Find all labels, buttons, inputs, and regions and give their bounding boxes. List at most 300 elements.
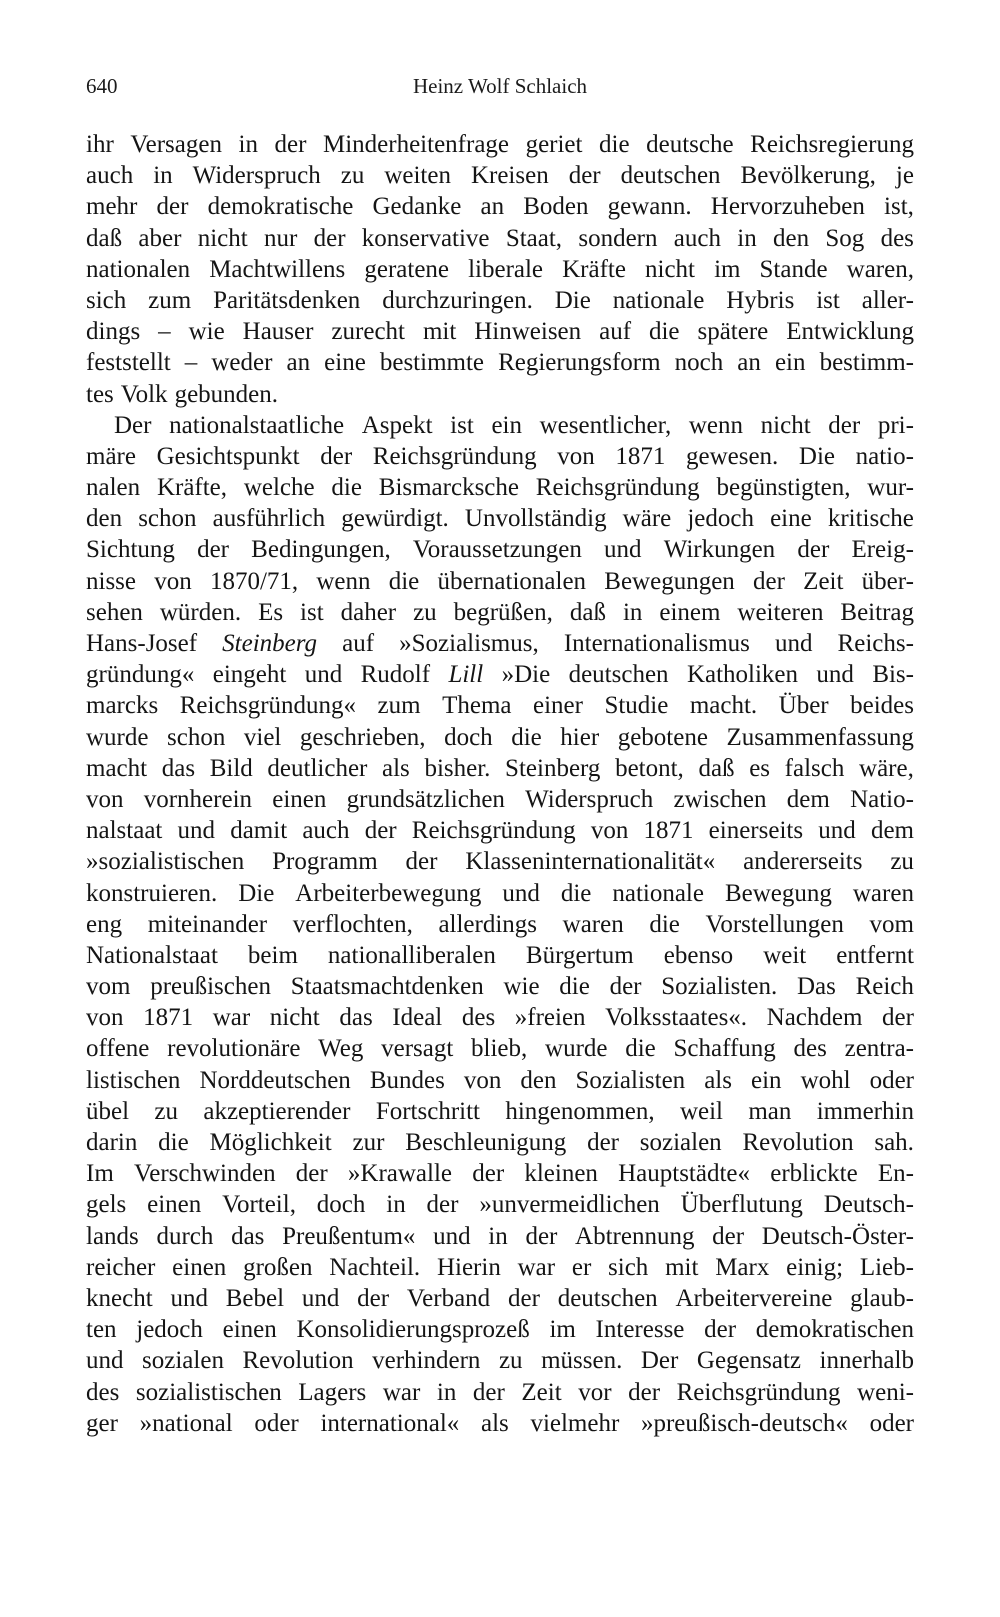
word: Der <box>114 411 152 439</box>
word: begünstigten, <box>716 474 851 502</box>
text-line <box>86 659 914 690</box>
word: an <box>737 349 761 377</box>
word: aber <box>138 224 182 252</box>
word: sah. <box>874 1129 914 1156</box>
word: Reichs- <box>837 630 914 657</box>
word: zu <box>154 1097 178 1125</box>
word: nicht <box>760 411 811 439</box>
word: und <box>502 879 540 907</box>
word: Paritätsdenken <box>213 286 361 314</box>
word: En- <box>877 1160 914 1188</box>
word: miteinander <box>147 910 268 938</box>
word: wenn <box>688 411 744 439</box>
word: der <box>507 1284 540 1312</box>
word: – <box>158 318 171 346</box>
text-line <box>86 690 914 721</box>
word: glaub- <box>850 1284 914 1312</box>
word: tes <box>86 380 114 408</box>
word: Bevölkerung, <box>740 162 876 190</box>
word: Abtrennung <box>575 1222 695 1250</box>
word: als <box>480 1409 509 1437</box>
word: sich <box>86 286 127 314</box>
word: Verband <box>406 1284 491 1312</box>
word: einerseits <box>708 817 804 845</box>
word: sondern <box>578 224 658 252</box>
word: über- <box>861 567 914 595</box>
word: eine <box>324 349 366 377</box>
word: Aspekt <box>361 411 433 439</box>
word: und <box>301 1284 340 1312</box>
word: Konsolidierungsprozeß <box>296 1316 530 1344</box>
word: nationalstaatliche <box>169 411 345 439</box>
word: Der <box>640 1347 679 1375</box>
word: spätere <box>697 318 769 346</box>
word: märe <box>86 442 136 470</box>
word: die <box>158 1129 189 1156</box>
word: geschrieben, <box>299 723 426 751</box>
word: Reich <box>855 973 914 1001</box>
word: Stande <box>759 255 828 283</box>
word: zur <box>352 1129 385 1156</box>
word: einen <box>172 1253 227 1281</box>
word: Deutsch-Öster- <box>761 1222 914 1250</box>
word: Widerspruch <box>192 162 321 190</box>
word: ger <box>86 1409 118 1437</box>
word: vom <box>869 910 914 938</box>
word: Programm <box>272 848 378 876</box>
word: »preußisch-deutsch« <box>640 1409 848 1437</box>
word: Ereig- <box>851 536 914 564</box>
word: der <box>197 536 229 564</box>
word: Nationalstaat <box>86 941 218 969</box>
word: Lieb- <box>859 1253 914 1281</box>
word: versagt <box>381 1035 454 1063</box>
word: 1871 <box>643 817 694 845</box>
word: des <box>461 1004 496 1032</box>
word: ausführlich <box>212 505 326 533</box>
word: von <box>557 442 595 470</box>
word: deutschen <box>620 162 721 190</box>
text-line <box>86 1283 914 1314</box>
word: Die <box>798 442 836 470</box>
word: Beschleunigung <box>405 1129 567 1156</box>
word: konservative <box>361 224 490 252</box>
word: waren <box>562 910 624 938</box>
word: Überflutung <box>680 1191 803 1219</box>
word: war <box>517 1253 556 1281</box>
word: oder <box>869 1066 914 1094</box>
word: oder <box>254 1409 299 1437</box>
text-line <box>86 1127 914 1158</box>
word: jedoch <box>687 505 754 533</box>
word: zu <box>413 598 437 626</box>
word: des <box>793 1035 827 1063</box>
word: des <box>86 1378 120 1406</box>
word: der <box>609 973 642 1001</box>
page-header <box>86 74 914 110</box>
word: begrüßen, <box>453 598 553 626</box>
text-line <box>86 1221 914 1252</box>
word: pri- <box>877 411 914 439</box>
word: einen <box>222 1316 277 1344</box>
word: »unvermeidlichen <box>479 1191 660 1219</box>
word: der <box>797 536 830 564</box>
word: sich <box>608 1253 649 1281</box>
word: reicher <box>86 1253 156 1281</box>
word: Klasseninternationalität« <box>465 848 716 876</box>
word: »freien <box>514 1004 586 1032</box>
word: lands <box>86 1222 139 1250</box>
word: macht. <box>689 692 758 720</box>
word: Deutsch- <box>823 1191 914 1219</box>
word: feststellt <box>86 349 171 377</box>
word: die <box>559 973 590 1001</box>
word: Staat, <box>505 224 563 252</box>
word: »Die <box>501 661 551 689</box>
word: Bebel <box>225 1284 285 1312</box>
word: damit <box>230 817 288 845</box>
word: das <box>231 1222 265 1250</box>
word: in <box>436 1378 457 1406</box>
word: weiteren <box>737 598 824 626</box>
word: nicht <box>269 1004 320 1032</box>
text-line <box>86 1252 914 1283</box>
word: den <box>520 1066 557 1094</box>
word: kleinen <box>524 1160 598 1188</box>
word: der <box>357 1284 390 1312</box>
word: Thema <box>442 692 512 720</box>
word: nisse <box>86 567 136 595</box>
author-name: Steinberg <box>222 630 318 657</box>
word: konstruieren. <box>86 879 218 907</box>
text-line <box>86 846 914 877</box>
word: Weg <box>318 1035 364 1063</box>
word: wie <box>503 973 540 1001</box>
word: Hans-Josef <box>86 630 198 657</box>
text-line <box>86 285 914 316</box>
word: einen <box>272 785 327 813</box>
word: Arbeiterbewegung <box>295 879 482 907</box>
word <box>448 659 483 690</box>
word: von <box>463 1066 502 1094</box>
word: einig; <box>786 1253 844 1281</box>
word: und <box>816 661 854 689</box>
word: knecht <box>86 1284 153 1312</box>
word: listischen <box>86 1066 181 1094</box>
word: dem <box>786 785 830 813</box>
word: welche <box>243 474 315 502</box>
word: den <box>773 224 810 252</box>
word: des <box>880 224 914 252</box>
word: waren <box>852 879 914 907</box>
text-line <box>86 347 914 378</box>
word: nicht <box>197 224 248 252</box>
word: Schaffung <box>673 1035 776 1063</box>
word: auf <box>342 630 375 657</box>
word: Gesichtspunkt <box>156 442 300 470</box>
word: müssen. <box>541 1347 623 1375</box>
word: vor <box>578 1378 612 1406</box>
text-line <box>86 909 914 940</box>
word: Zeit <box>803 567 844 595</box>
word: demokratische <box>207 193 354 221</box>
word: durchzuringen. <box>382 286 533 314</box>
word: auch <box>86 162 134 190</box>
word: Katholiken <box>686 661 799 689</box>
word: bestimmte <box>379 349 485 377</box>
word: Hierin <box>436 1253 501 1281</box>
word: im <box>549 1316 576 1344</box>
word: und <box>818 817 856 845</box>
word: ihr <box>86 131 114 158</box>
word: vornherein <box>143 785 253 813</box>
word: Bismarcksche <box>378 474 519 502</box>
word: bestimm- <box>819 349 914 377</box>
text-line <box>86 722 914 753</box>
word: liberale <box>468 255 544 283</box>
word: gebotene <box>617 723 708 751</box>
word: wur- <box>867 474 914 502</box>
word: die <box>560 879 592 907</box>
word: schon <box>167 723 226 751</box>
word: in <box>386 1191 406 1219</box>
word: und <box>604 536 642 564</box>
text-line <box>86 1158 914 1189</box>
word: der <box>882 1004 914 1032</box>
text-line <box>86 1002 914 1033</box>
word: die <box>388 567 420 595</box>
word: großen <box>243 1253 313 1281</box>
word: Interesse <box>595 1316 685 1344</box>
word: im <box>714 255 741 283</box>
word: wurde <box>545 1035 608 1063</box>
word: Das <box>796 973 836 1001</box>
text-line <box>86 597 914 628</box>
word: das <box>339 1004 373 1032</box>
word: in <box>737 224 757 252</box>
word: daß <box>698 754 735 782</box>
word: bisher. <box>424 754 491 782</box>
word: der <box>753 567 785 595</box>
word: mit <box>422 318 457 346</box>
word: der <box>313 224 346 252</box>
word: die <box>625 1035 656 1063</box>
word: Möglichkeit <box>209 1129 332 1156</box>
word: die <box>649 910 680 938</box>
word: der <box>426 1191 459 1219</box>
text-line <box>86 784 914 815</box>
word: revolutionäre <box>167 1035 301 1063</box>
word: ist <box>450 411 474 439</box>
text-line <box>86 1033 914 1064</box>
text-line <box>86 191 914 222</box>
word: Revolution <box>242 1347 354 1375</box>
word: wohl <box>800 1066 851 1094</box>
text-line <box>86 223 914 254</box>
text-line <box>86 1189 914 1220</box>
word: Bewegung <box>724 879 832 907</box>
word: Bewegungen <box>604 567 735 595</box>
word: weiten <box>384 162 451 190</box>
word: Steinberg <box>505 754 601 782</box>
word: Hervorzuheben <box>710 193 865 221</box>
word: der <box>568 162 601 190</box>
word: einer <box>532 692 583 720</box>
word: nationale <box>612 879 704 907</box>
word: schon <box>138 505 197 533</box>
text-line <box>86 379 914 410</box>
text-line <box>86 160 914 191</box>
word: natio- <box>855 442 914 470</box>
word: 1871 <box>143 1004 194 1032</box>
word: der <box>472 1160 505 1188</box>
word: dem <box>870 817 914 845</box>
word: der <box>472 1378 505 1406</box>
word: Die <box>238 879 275 907</box>
word: offene <box>86 1035 150 1063</box>
word: marcks <box>86 692 159 720</box>
text-line <box>86 441 914 472</box>
word: Kräfte <box>562 255 626 283</box>
word: Zusammenfassung <box>726 723 914 751</box>
word: Volksstaates«. <box>605 1004 748 1032</box>
word: Regierungsform <box>498 349 661 377</box>
word: Reichsregierung <box>750 131 914 158</box>
word: nicht <box>645 255 695 283</box>
word: Volk <box>120 380 168 408</box>
word: von <box>590 817 629 845</box>
word: Hauptstädte« <box>618 1160 751 1188</box>
word: nalstaat <box>86 817 163 845</box>
word: blieb, <box>471 1035 528 1063</box>
word: Kräfte, <box>156 474 228 502</box>
word: Nachdem <box>766 1004 863 1032</box>
word: von <box>86 1004 124 1032</box>
word: vielmehr <box>530 1409 620 1437</box>
word: Revolution <box>742 1129 854 1156</box>
word: Wirkungen <box>663 536 776 564</box>
text-line <box>86 628 914 659</box>
word: demokratischen <box>755 1316 914 1344</box>
word: ist, <box>884 193 914 221</box>
word: vom <box>86 973 131 1001</box>
word: Sozialisten. <box>661 973 778 1001</box>
word: als <box>704 1066 732 1094</box>
word: Entwicklung <box>786 318 914 346</box>
word: übel <box>86 1097 130 1125</box>
word: erblickte <box>770 1160 858 1188</box>
word: Widerspruch <box>525 785 654 813</box>
word: geratene <box>364 255 450 283</box>
word: darin <box>86 1129 138 1156</box>
word: in <box>238 131 258 158</box>
word: der <box>525 1222 558 1250</box>
word: der <box>587 1129 619 1156</box>
word: Hinweisen <box>474 318 582 346</box>
word: Sozialisten <box>575 1066 686 1094</box>
word: der <box>405 848 438 876</box>
text-line <box>86 940 914 971</box>
word: war <box>212 1004 251 1032</box>
word: gewann. <box>607 193 692 221</box>
word: nationalen <box>86 255 191 283</box>
word: zu <box>498 1347 523 1375</box>
word: Bedingungen, <box>251 536 391 564</box>
word: nalen <box>86 474 141 502</box>
text-line <box>86 1377 914 1408</box>
word: zu <box>890 848 914 876</box>
word: zentra- <box>844 1035 914 1063</box>
word: nationalliberalen <box>327 941 496 969</box>
word: ein <box>751 1066 782 1094</box>
word: Boden <box>523 193 589 221</box>
word: immerhin <box>816 1097 914 1125</box>
word: doch <box>316 1191 366 1219</box>
text-line <box>86 534 914 565</box>
word: Vorteil, <box>222 1191 296 1219</box>
word: und <box>170 1284 208 1312</box>
word: würden. <box>159 598 242 626</box>
word: Sichtung <box>86 536 175 564</box>
word: Gedanke <box>372 193 462 221</box>
text-line <box>86 566 914 597</box>
word: wäre, <box>859 754 914 782</box>
text-line <box>86 878 914 909</box>
word: daß <box>86 224 123 252</box>
word: deutsche <box>646 131 734 158</box>
word: Gegensatz <box>696 1347 802 1375</box>
word: sozialistischen <box>135 1378 282 1406</box>
word: macht <box>86 754 148 782</box>
text-line <box>86 1345 914 1376</box>
word: dings <box>86 318 141 346</box>
word: und <box>433 1222 471 1250</box>
word: verflochten, <box>292 910 413 938</box>
word: allerdings <box>438 910 538 938</box>
text-line <box>86 410 914 441</box>
word: hier <box>560 723 600 751</box>
word: Hybris <box>726 286 795 314</box>
word: es <box>749 754 771 782</box>
word: deutschen <box>557 1284 658 1312</box>
word: Reichsgründung <box>676 1378 841 1406</box>
word: Arbeitervereine <box>675 1284 833 1312</box>
text-line <box>86 1314 914 1345</box>
word: weil <box>679 1097 723 1125</box>
text-line <box>86 1408 914 1439</box>
word: in <box>622 598 643 626</box>
word: viel <box>243 723 282 751</box>
word: Staatsmachtdenken <box>290 973 484 1001</box>
word: 1871 <box>615 442 666 470</box>
word: von <box>154 567 192 595</box>
word: Bürgertum <box>525 941 634 969</box>
word: gründung« <box>86 661 195 689</box>
word: weit <box>763 941 807 969</box>
word: daher <box>340 598 397 626</box>
word: betont, <box>615 754 684 782</box>
word: als <box>382 754 410 782</box>
word: wurde <box>86 723 149 751</box>
word: weder <box>211 349 273 377</box>
word: weni- <box>857 1378 914 1406</box>
word: Beitrag <box>840 598 914 626</box>
word: zum <box>377 692 421 720</box>
word: gebunden. <box>174 380 279 408</box>
word: preußischen <box>150 973 271 1001</box>
word: grundsätzlichen <box>346 785 505 813</box>
running-title: Heinz Wolf Schlaich <box>412 74 588 98</box>
